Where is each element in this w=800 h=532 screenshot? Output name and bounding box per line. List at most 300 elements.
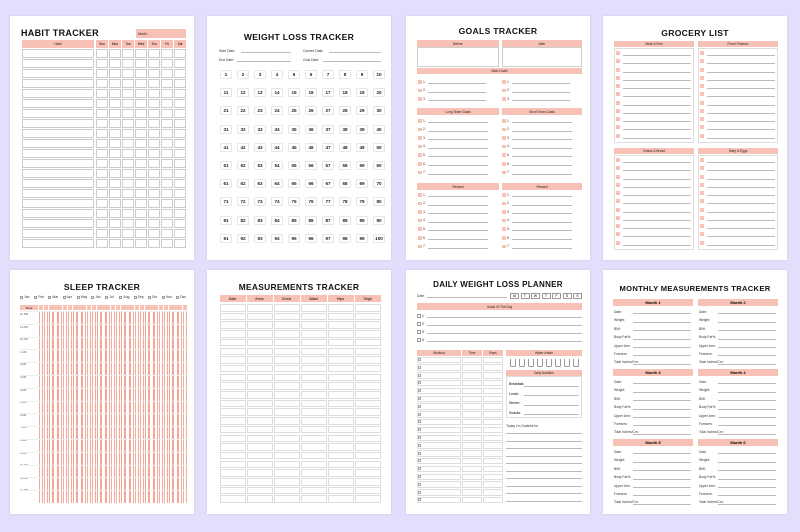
field-line[interactable] <box>718 434 776 435</box>
table-cell[interactable] <box>220 382 246 390</box>
habit-checkbox[interactable] <box>135 129 147 138</box>
day-number[interactable]: 57 <box>322 161 334 170</box>
checkbox[interactable] <box>418 245 422 249</box>
habit-checkbox[interactable] <box>148 189 160 198</box>
checkbox[interactable] <box>616 232 620 236</box>
workout-cell[interactable] <box>417 489 461 496</box>
goal-line[interactable] <box>427 341 582 342</box>
field-line[interactable] <box>718 355 776 356</box>
table-cell[interactable] <box>328 339 354 347</box>
table-cell[interactable] <box>220 478 246 486</box>
month-checkbox[interactable] <box>34 296 37 299</box>
habit-checkbox[interactable] <box>161 99 173 108</box>
habit-checkbox[interactable] <box>122 169 134 178</box>
habit-checkbox[interactable] <box>148 79 160 88</box>
month-checkbox[interactable] <box>48 296 51 299</box>
field-line[interactable] <box>718 400 776 401</box>
day-column[interactable] <box>106 311 110 503</box>
item-line[interactable] <box>707 245 775 246</box>
habit-checkbox[interactable] <box>122 139 134 148</box>
table-cell[interactable] <box>328 417 354 425</box>
day-number[interactable]: 2 <box>237 70 249 79</box>
item-line[interactable] <box>623 113 691 114</box>
month-checkbox[interactable] <box>77 296 80 299</box>
checkbox[interactable] <box>700 216 704 220</box>
table-cell[interactable] <box>355 487 381 495</box>
grateful-line[interactable] <box>506 433 582 434</box>
checkbox[interactable] <box>616 84 620 88</box>
day-number[interactable]: 39 <box>356 125 368 134</box>
month-selector[interactable] <box>20 295 190 301</box>
field-line[interactable] <box>633 339 691 340</box>
table-cell[interactable] <box>274 400 300 408</box>
time-cell[interactable] <box>462 481 482 488</box>
habit-row[interactable] <box>22 139 94 148</box>
meal-line[interactable] <box>524 395 579 396</box>
field-line[interactable] <box>633 383 691 384</box>
checkbox[interactable] <box>616 92 620 96</box>
day-number[interactable]: 82 <box>237 216 249 225</box>
day-number[interactable]: 60 <box>373 161 385 170</box>
time-cell[interactable] <box>462 458 482 465</box>
goal-line[interactable] <box>512 131 572 132</box>
habit-checkbox[interactable] <box>161 129 173 138</box>
day-number[interactable]: 32 <box>237 125 249 134</box>
checkbox[interactable] <box>700 183 704 187</box>
weekday-0[interactable]: M <box>510 293 519 299</box>
day-column[interactable] <box>154 311 158 503</box>
habit-checkbox[interactable] <box>96 99 108 108</box>
checkbox[interactable] <box>616 241 620 245</box>
day-number[interactable]: 8 <box>339 70 351 79</box>
habit-checkbox[interactable] <box>122 119 134 128</box>
table-cell[interactable] <box>328 487 354 495</box>
goal-line[interactable] <box>428 92 486 93</box>
goal-line[interactable] <box>512 230 572 231</box>
goal-line[interactable] <box>428 196 488 197</box>
table-cell[interactable] <box>247 339 273 347</box>
item-line[interactable] <box>623 55 691 56</box>
day-number[interactable]: 64 <box>271 179 283 188</box>
habit-checkbox[interactable] <box>109 79 121 88</box>
checkbox[interactable] <box>502 153 506 157</box>
day-column[interactable] <box>183 311 187 503</box>
reps-cell[interactable] <box>483 458 503 465</box>
table-cell[interactable] <box>355 382 381 390</box>
checkbox[interactable] <box>418 210 422 214</box>
table-cell[interactable] <box>220 435 246 443</box>
item-line[interactable] <box>707 236 775 237</box>
habit-checkbox[interactable] <box>109 59 121 68</box>
habit-checkbox[interactable] <box>122 149 134 158</box>
table-cell[interactable] <box>355 417 381 425</box>
water-cup[interactable] <box>528 359 534 367</box>
time-cell[interactable] <box>462 419 482 426</box>
table-cell[interactable] <box>274 417 300 425</box>
time-cell[interactable] <box>462 474 482 481</box>
table-cell[interactable] <box>355 495 381 503</box>
item-line[interactable] <box>623 72 691 73</box>
habit-checkbox[interactable] <box>135 159 147 168</box>
habit-checkbox[interactable] <box>109 219 121 228</box>
item-line[interactable] <box>707 129 775 130</box>
day-number[interactable]: 87 <box>322 216 334 225</box>
day-number[interactable]: 12 <box>237 88 249 97</box>
checkbox[interactable] <box>417 330 421 334</box>
checkbox[interactable] <box>616 109 620 113</box>
table-cell[interactable] <box>301 417 327 425</box>
day-number[interactable]: 94 <box>271 234 283 243</box>
habit-checkbox[interactable] <box>161 149 173 158</box>
checkbox[interactable] <box>700 117 704 121</box>
table-cell[interactable] <box>355 365 381 373</box>
habit-checkbox[interactable] <box>135 199 147 208</box>
habit-checkbox[interactable] <box>122 109 134 118</box>
habit-checkbox[interactable] <box>161 119 173 128</box>
item-line[interactable] <box>623 212 691 213</box>
day-number[interactable]: 30 <box>373 106 385 115</box>
field-line[interactable] <box>718 470 776 471</box>
checkbox[interactable] <box>616 208 620 212</box>
checkbox[interactable] <box>502 119 506 123</box>
time-cell[interactable] <box>462 411 482 418</box>
table-cell[interactable] <box>328 478 354 486</box>
habit-checkbox[interactable] <box>135 239 147 248</box>
habit-checkbox[interactable] <box>109 179 121 188</box>
goal-line[interactable] <box>512 174 572 175</box>
habit-checkbox[interactable] <box>161 239 173 248</box>
table-cell[interactable] <box>274 313 300 321</box>
habit-row[interactable] <box>22 149 94 158</box>
day-number[interactable]: 46 <box>305 143 317 152</box>
habit-checkbox[interactable] <box>148 49 160 58</box>
field-line[interactable] <box>633 400 691 401</box>
checkbox[interactable] <box>418 236 422 240</box>
day-number[interactable]: 95 <box>288 234 300 243</box>
habit-checkbox[interactable] <box>174 169 186 178</box>
day-number[interactable]: 91 <box>220 234 232 243</box>
field-line[interactable] <box>718 504 776 505</box>
checkbox[interactable] <box>418 128 422 132</box>
time-cell[interactable] <box>462 403 482 410</box>
table-cell[interactable] <box>328 382 354 390</box>
table-cell[interactable] <box>301 348 327 356</box>
habit-row[interactable] <box>22 69 94 78</box>
habit-checkbox[interactable] <box>161 189 173 198</box>
day-number[interactable]: 98 <box>339 234 351 243</box>
item-line[interactable] <box>623 195 691 196</box>
habit-checkbox[interactable] <box>161 169 173 178</box>
checkbox[interactable] <box>616 166 620 170</box>
checkbox[interactable] <box>502 210 506 214</box>
habit-checkbox[interactable] <box>135 189 147 198</box>
habit-row[interactable] <box>22 229 94 238</box>
day-number[interactable]: 56 <box>305 161 317 170</box>
habit-checkbox[interactable] <box>174 69 186 78</box>
table-cell[interactable] <box>328 348 354 356</box>
checkbox[interactable] <box>418 171 422 175</box>
habit-checkbox[interactable] <box>135 99 147 108</box>
habit-row[interactable] <box>22 89 94 98</box>
table-cell[interactable] <box>328 461 354 469</box>
item-line[interactable] <box>707 228 775 229</box>
table-cell[interactable] <box>274 461 300 469</box>
grateful-line[interactable] <box>506 501 582 502</box>
table-cell[interactable] <box>247 313 273 321</box>
day-number[interactable]: 28 <box>339 106 351 115</box>
workout-cell[interactable] <box>417 372 461 379</box>
day-number[interactable]: 10 <box>373 70 385 79</box>
habit-checkbox[interactable] <box>174 209 186 218</box>
table-cell[interactable] <box>274 391 300 399</box>
grateful-line[interactable] <box>506 463 582 464</box>
table-cell[interactable] <box>247 478 273 486</box>
table-cell[interactable] <box>220 426 246 434</box>
item-line[interactable] <box>707 80 775 81</box>
day-number[interactable]: 68 <box>339 179 351 188</box>
table-cell[interactable] <box>220 365 246 373</box>
day-number[interactable]: 97 <box>322 234 334 243</box>
table-cell[interactable] <box>328 452 354 460</box>
habit-checkbox[interactable] <box>109 109 121 118</box>
habit-checkbox[interactable] <box>148 169 160 178</box>
table-cell[interactable] <box>274 348 300 356</box>
table-cell[interactable] <box>247 495 273 503</box>
checkbox[interactable] <box>700 84 704 88</box>
workout-cell[interactable] <box>417 474 461 481</box>
field-line[interactable] <box>633 479 691 480</box>
habit-checkbox[interactable] <box>174 139 186 148</box>
day-column[interactable] <box>39 311 43 503</box>
field-line[interactable] <box>633 425 691 426</box>
habit-checkbox[interactable] <box>174 149 186 158</box>
checkbox[interactable] <box>616 224 620 228</box>
habit-checkbox[interactable] <box>109 159 121 168</box>
table-cell[interactable] <box>301 313 327 321</box>
goal-line[interactable] <box>512 222 572 223</box>
item-line[interactable] <box>623 220 691 221</box>
checkbox[interactable] <box>616 51 620 55</box>
field-line[interactable] <box>633 409 691 410</box>
field-line[interactable] <box>633 417 691 418</box>
habit-checkbox[interactable] <box>96 219 108 228</box>
checkbox[interactable] <box>700 59 704 63</box>
day-number[interactable]: 26 <box>305 106 317 115</box>
habit-checkbox[interactable] <box>148 199 160 208</box>
table-cell[interactable] <box>355 304 381 312</box>
day-number[interactable]: 13 <box>254 88 266 97</box>
habit-checkbox[interactable] <box>122 219 134 228</box>
table-cell[interactable] <box>355 391 381 399</box>
item-line[interactable] <box>623 228 691 229</box>
table-cell[interactable] <box>328 374 354 382</box>
habit-checkbox[interactable] <box>109 149 121 158</box>
day-number[interactable]: 51 <box>220 161 232 170</box>
reps-cell[interactable] <box>483 442 503 449</box>
item-line[interactable] <box>623 179 691 180</box>
habit-checkbox[interactable] <box>174 159 186 168</box>
day-column[interactable] <box>164 311 168 503</box>
day-number[interactable]: 24 <box>271 106 283 115</box>
habit-checkbox[interactable] <box>109 229 121 238</box>
habit-row[interactable] <box>22 239 94 248</box>
day-number[interactable]: 4 <box>271 70 283 79</box>
month-checkbox[interactable] <box>119 296 122 299</box>
day-number[interactable]: 77 <box>322 197 334 206</box>
table-cell[interactable] <box>301 374 327 382</box>
checkbox[interactable] <box>502 136 506 140</box>
month-field[interactable] <box>136 29 186 38</box>
reps-cell[interactable] <box>483 372 503 379</box>
day-number[interactable]: 41 <box>220 143 232 152</box>
table-cell[interactable] <box>247 374 273 382</box>
habit-checkbox[interactable] <box>122 199 134 208</box>
table-cell[interactable] <box>247 356 273 364</box>
day-number[interactable]: 69 <box>356 179 368 188</box>
table-cell[interactable] <box>328 443 354 451</box>
goal-line[interactable] <box>512 239 572 240</box>
item-line[interactable] <box>707 179 775 180</box>
day-number[interactable]: 76 <box>305 197 317 206</box>
habit-checkbox[interactable] <box>109 49 121 58</box>
habit-checkbox[interactable] <box>96 89 108 98</box>
habit-checkbox[interactable] <box>96 59 108 68</box>
field-line[interactable] <box>718 322 776 323</box>
day-number[interactable]: 5 <box>288 70 300 79</box>
habit-checkbox[interactable] <box>109 209 121 218</box>
day-number[interactable]: 72 <box>237 197 249 206</box>
habit-checkbox[interactable] <box>148 129 160 138</box>
field-line[interactable] <box>718 313 776 314</box>
item-line[interactable] <box>707 121 775 122</box>
field-line[interactable] <box>633 462 691 463</box>
table-cell[interactable] <box>301 443 327 451</box>
field-line[interactable] <box>718 330 776 331</box>
day-number[interactable]: 27 <box>322 106 334 115</box>
reps-cell[interactable] <box>483 427 503 434</box>
day-number[interactable]: 84 <box>271 216 283 225</box>
goal-line[interactable] <box>512 100 570 101</box>
field-line[interactable] <box>633 322 691 323</box>
day-number[interactable]: 96 <box>305 234 317 243</box>
day-number[interactable]: 62 <box>237 179 249 188</box>
time-cell[interactable] <box>462 396 482 403</box>
checkbox[interactable] <box>616 101 620 105</box>
habit-checkbox[interactable] <box>122 179 134 188</box>
habit-checkbox[interactable] <box>96 199 108 208</box>
table-cell[interactable] <box>355 313 381 321</box>
habit-checkbox[interactable] <box>109 69 121 78</box>
workout-cell[interactable] <box>417 442 461 449</box>
time-cell[interactable] <box>462 364 482 371</box>
day-number[interactable]: 42 <box>237 143 249 152</box>
reps-cell[interactable] <box>483 419 503 426</box>
day-number[interactable]: 89 <box>356 216 368 225</box>
item-line[interactable] <box>623 80 691 81</box>
habit-grid[interactable] <box>22 49 187 249</box>
table-cell[interactable] <box>220 487 246 495</box>
habit-checkbox[interactable] <box>96 79 108 88</box>
weekday-6[interactable]: S <box>573 293 582 299</box>
habit-checkbox[interactable] <box>174 189 186 198</box>
table-cell[interactable] <box>274 408 300 416</box>
day-number[interactable]: 65 <box>288 179 300 188</box>
habit-checkbox[interactable] <box>135 169 147 178</box>
habit-checkbox[interactable] <box>96 49 108 58</box>
table-cell[interactable] <box>301 452 327 460</box>
habit-checkbox[interactable] <box>122 89 134 98</box>
grateful-line[interactable] <box>506 471 582 472</box>
checkbox[interactable] <box>417 322 421 326</box>
habit-checkbox[interactable] <box>174 129 186 138</box>
table-cell[interactable] <box>328 469 354 477</box>
item-line[interactable] <box>623 88 691 89</box>
grateful-line[interactable] <box>506 478 582 479</box>
field-line[interactable] <box>633 347 691 348</box>
checkbox[interactable] <box>502 245 506 249</box>
day-number[interactable]: 31 <box>220 125 232 134</box>
habit-checkbox[interactable] <box>135 69 147 78</box>
checkbox[interactable] <box>418 80 422 84</box>
water-cup[interactable] <box>537 359 543 367</box>
table-cell[interactable] <box>301 469 327 477</box>
table-cell[interactable] <box>355 356 381 364</box>
habit-checkbox[interactable] <box>148 209 160 218</box>
table-cell[interactable] <box>220 356 246 364</box>
checkbox[interactable] <box>616 216 620 220</box>
checkbox[interactable] <box>502 89 506 93</box>
habit-checkbox[interactable] <box>122 59 134 68</box>
checkbox[interactable] <box>418 97 422 101</box>
table-cell[interactable] <box>220 348 246 356</box>
table-cell[interactable] <box>247 461 273 469</box>
table-cell[interactable] <box>220 495 246 503</box>
goal-line[interactable] <box>428 83 486 84</box>
day-number[interactable]: 9 <box>356 70 368 79</box>
checkbox[interactable] <box>502 145 506 149</box>
goal-line[interactable] <box>428 213 488 214</box>
reps-cell[interactable] <box>483 364 503 371</box>
day-number[interactable]: 34 <box>271 125 283 134</box>
item-line[interactable] <box>623 63 691 64</box>
reps-cell[interactable] <box>483 481 503 488</box>
table-cell[interactable] <box>328 408 354 416</box>
day-number[interactable]: 7 <box>322 70 334 79</box>
habit-checkbox[interactable] <box>161 179 173 188</box>
item-line[interactable] <box>707 220 775 221</box>
habit-row[interactable] <box>22 199 94 208</box>
time-cell[interactable] <box>462 388 482 395</box>
table-cell[interactable] <box>355 374 381 382</box>
table-cell[interactable] <box>301 478 327 486</box>
reps-cell[interactable] <box>483 489 503 496</box>
habit-checkbox[interactable] <box>148 119 160 128</box>
checkbox[interactable] <box>418 153 422 157</box>
field-line[interactable] <box>633 470 691 471</box>
table-cell[interactable] <box>328 435 354 443</box>
checkbox[interactable] <box>700 224 704 228</box>
habit-row[interactable] <box>22 159 94 168</box>
habit-checkbox[interactable] <box>96 119 108 128</box>
checkbox[interactable] <box>616 183 620 187</box>
habit-checkbox[interactable] <box>122 69 134 78</box>
goal-line[interactable] <box>428 205 488 206</box>
field-line[interactable] <box>718 392 776 393</box>
habit-checkbox[interactable] <box>148 109 160 118</box>
checkbox[interactable] <box>700 134 704 138</box>
habit-checkbox[interactable] <box>109 189 121 198</box>
habit-checkbox[interactable] <box>135 49 147 58</box>
